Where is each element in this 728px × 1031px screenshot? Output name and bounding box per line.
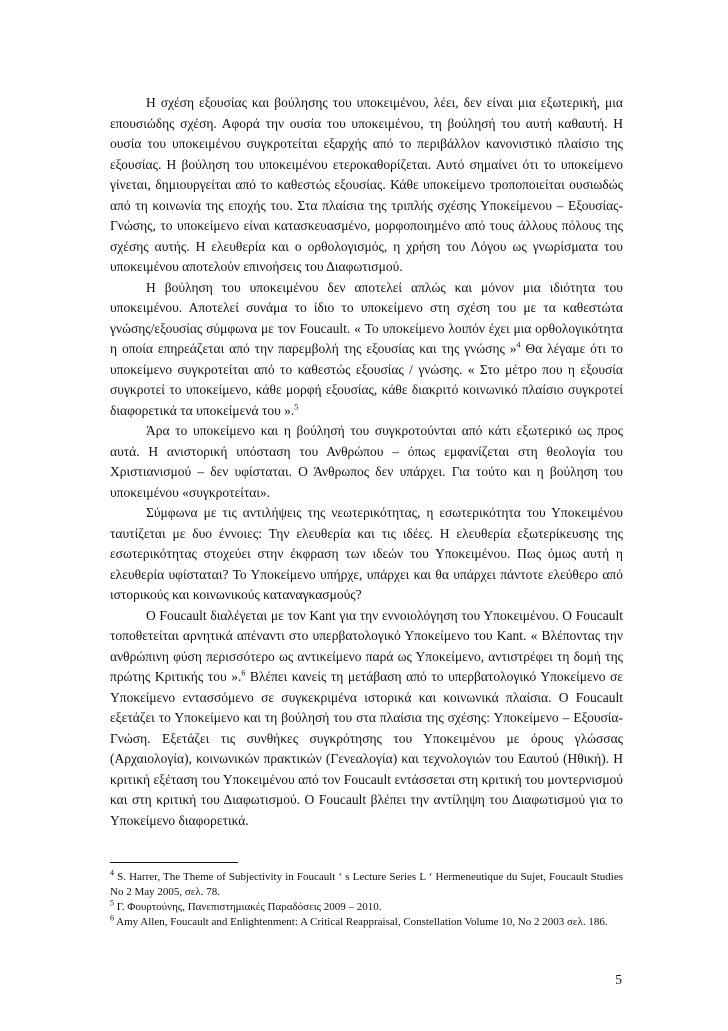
paragraph-3: Άρα το υποκείμενο και η βούλησή του συγκροτούνται από κάτι εξωτερικό ως προς αυτά. Η ανιστορική υπόσταση του Ανθρώπου – όπως εμφανίζεται στη θεολογία του Χριστιανισμού – δεν υφίσταται. Ο Άνθρωπος δεν υπάρχει. Για τούτο και η βούληση του υποκειμένου «συγκροτείται».: [110, 423, 623, 500]
footnotes: [110, 870, 623, 930]
page-number: 5: [615, 972, 622, 987]
footnote-6: $^6$ Amy Allen, Foucault and Enlightenment: A Critical Reappraisal, Constellation Volume 10, No 2 2003 σελ. 186.: [110, 913, 608, 928]
paragraph-1: Η σχέση εξουσίας και βούλησης του υποκειμένου, λέει, δεν είναι μια εξωτερική, μια επουσιώδης σχέση. Αφορά την ουσία του υποκειμένου, τη βούλησή του αυτή καθαυτή. Η ουσία του υποκειμένου συγκροτείται εξαρχής από το περιβάλλον κανονιστικό πλαίσιο της εξουσίας. Η βούληση του υποκειμένου ετεροκαθορίζεται. Αυτό σημαίνει ότι το υποκείμενο γίνεται, δημιουργείται από το καθεστώς εξουσίας. Κάθε υποκείμενο τροποποιείται ουσιωδώς από τη κοινωνία της εποχής του. Στα πλαίσια της τριπλής σχέσης Υποκείμενου – Εξουσίας- Γνώσης, το υποκείμενο είναι κατασκευασμένο, μορφοποιημένο από τους άλλους πόλους της σχέσης αυτής. Η ελευθερία και ο ορθολογισμός, η χρήση του Λόγου ως γνωρίσματα του υποκειμένου αποτελούν επινοήσεις του Διαφωτισμού.: [110, 95, 623, 274]
body-text: [110, 93, 623, 831]
paragraph-2: Η βούληση του υποκειμένου δεν αποτελεί απλώς και μόνον μια ιδιότητα του υποκειμένου. Αποτελεί συνάμα το ίδιο το υποκείμενο στη σχέση του με τα καθεστώτα γνώσης/εξουσίας σύμφωνα με τον Foucault. « Το υποκείμενο λοιπόν έχει μια ορθολογικότητα η οποία επηρεάζεται από την παρεμβολή της εξουσίας και της γνώσης »$^4$ Θα λέγαμε ότι το υποκείμενο συγκροτείται από το καθεστώς εξουσίας / γνώσης. « Στο μέτρο που η εξουσία συγκροτεί το υποκείμενο, κάθε μορφή εξουσίας, κάθε διακριτό κοινωνικό πλαίσιο συγκροτεί διαφορετικά τα υποκείμενά του ».$^5$: [110, 279, 624, 418]
paragraph-5: Ο Foucault διαλέγεται με τον Kant για την εννοιολόγηση του Υποκειμένου. Ο Foucault τοποθετείται αρνητικά απέναντι στο υπερβατολογικό Υποκείμενο του Kant. « Βλέποντας την ανθρώπινη φύση περισσότερο ως αντικείμενο παρά ως Υποκείμενο, αντιστρέφει τη δομή της πρώτης Κριτικής του ».$^6$ Βλέπει κανείς τη μετάβαση από το υπερβατολογικό Υποκείμενο σε Υποκείμενο εντασσόμενο σε συγκεκριμένα ιστορικά και κοινωνικά πλαίσια. Ο Foucault εξετάζει το Υποκείμενο και τη βούλησή του στα πλαίσια της σχέσης: Υποκείμενο – Εξουσία- Γνώση. Εξετάζει τις συνθήκες συγκρότησης του Υποκειμένου με όρους γλώσσας (Αρχαιολογία), κοινωνικών πρακτικών (Γενεαλογία) και τεχνολογιών του Εαυτού (Ηθική). Η κριτική εξέταση του Υποκειμένου από τον Foucault εντάσσεται στη κριτική του μοντερνισμού και στη κριτική του Διαφωτισμού. Ο Foucault βλέπει την αντίληψη του Διαφωτισμού για το Υποκείμενο διαφορετικά.: [110, 607, 624, 828]
footnote-ref-4[interactable]: 4: [516, 340, 521, 350]
footnote-4: $^4$ S. Harrer, The Theme of Subjectivity in Foucault ‘ s Lecture Series L ‘ Hermeneutique du Sujet, Foucault Studies No 2 May 2005, σελ. 78.: [110, 868, 623, 898]
footnote-ref-5[interactable]: 5: [294, 402, 299, 411]
footnote-ref-6[interactable]: 6: [241, 668, 246, 678]
paragraph-4: Σύμφωνα με τις αντιλήψεις της νεωτερικότητας, η εσωτερικότητα του Υποκειμένου ταυτίζεται με δυο έννοιες: Την ελευθερία και τις ιδέες. Η ελευθερία εξωτερίκευσης της εσωτερικότητας στοχεύει στην έκφραση των ιδεών του Υποκειμένου. Πως όμως αυτή η ελευθερία υφίσταται? Το Υποκείμενο υπήρχε, υπάρχει και θα υπάρχει πάντοτε ελεύθερο από ιστορικούς και κοινωνικούς καταναγκασμούς?: [110, 505, 623, 602]
footnote-separator: [110, 862, 238, 863]
footnote-5: $^5$ Γ. Φουρτούνης, Πανεπιστημιακές Παραδόσεις 2009 – 2010.: [110, 898, 382, 913]
